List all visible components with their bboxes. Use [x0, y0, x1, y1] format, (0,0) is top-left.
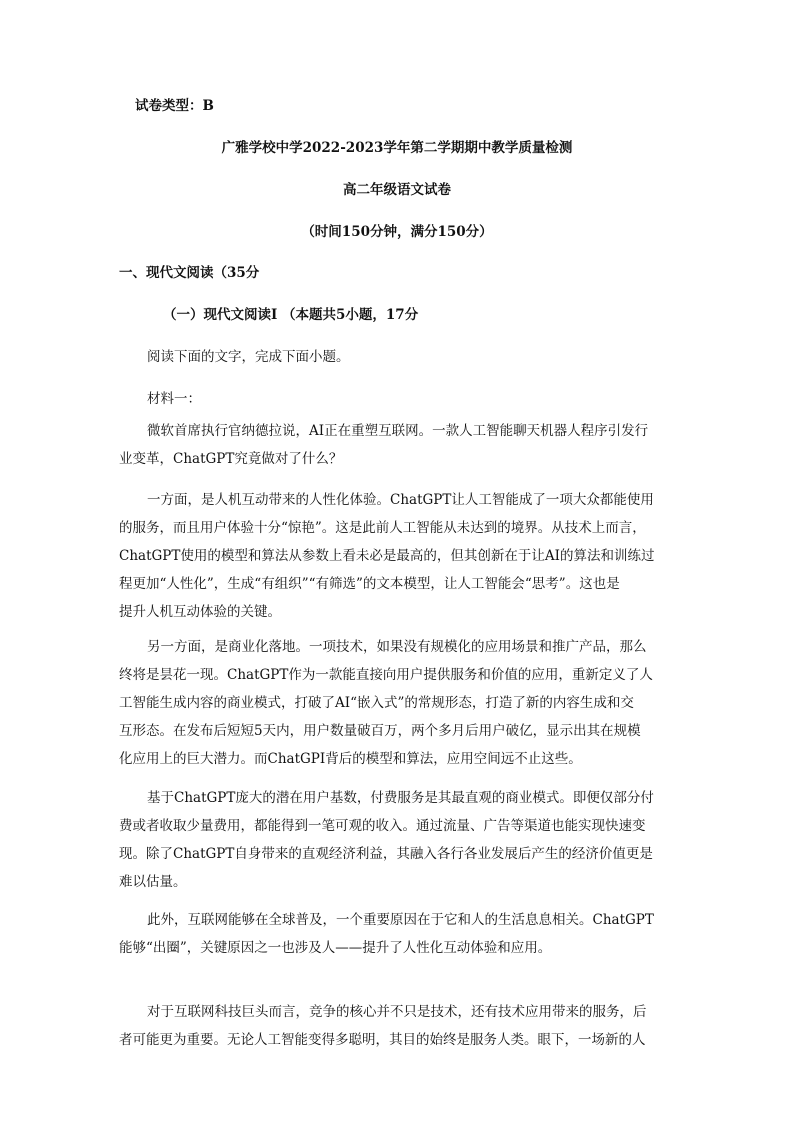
paragraph-line: 对于互联网科技巨头而言，竞争的核心并不只是技术，还有技术应用带来的服务，后	[147, 1004, 647, 1020]
paragraph-line: 一方面，是人机互动带来的人性化体验。ChatGPT让人工智能成了一项大众都能使用	[147, 492, 654, 508]
paragraph-1	[119, 417, 675, 473]
paragraph-line: 互形态。在发布后短短5天内，用户数量破百万，两个多月后用户破亿，显示出其在规模	[119, 723, 641, 739]
paragraph-line: 提升人机互动体验的关键。	[119, 604, 281, 620]
paragraph-line: 程更加“人性化”，生成“有组织”“有筛选”的文本模型，让人工智能会“思考”。这也是	[119, 576, 620, 592]
paragraph-6	[119, 998, 675, 1054]
paragraph-line: 终将是昙花一现。ChatGPT作为一款能直接向用户提供服务和价值的应用，重新定义了人	[119, 667, 653, 683]
sub-section-heading: （一）现代文阅读Ⅰ （本题共5小题，17分	[163, 307, 419, 323]
paragraph-3	[119, 633, 675, 773]
paragraph-4	[119, 784, 675, 896]
paragraph-2	[119, 486, 675, 626]
section-heading: 一、现代文阅读（35分	[119, 265, 260, 281]
paragraph-line: 的服务，而且用户体验十分“惊艳”。这是此前人工智能从未达到的境界。从技术上而言，	[119, 520, 646, 536]
exam-time-note: （时间150分钟，满分150分）	[301, 224, 493, 240]
school-exam-title: 广雅学校中学2022-2023学年第二学期期中教学质量检测	[221, 140, 573, 156]
paragraph-line: 者可能更为重要。无论人工智能变得多聪明，其目的始终是服务人类。眼下，一场新的人	[119, 1032, 646, 1048]
paragraph-line: 工智能生成内容的商业模式，打破了AI“嵌入式”的常规形态，打造了新的内容生成和交	[119, 695, 634, 711]
material-label: 材料一：	[147, 391, 201, 407]
paper-type-label: 试卷类型：B	[135, 98, 214, 114]
paragraph-line: 能够“出圈”，关键原因之一也涉及人——提升了人性化互动体验和应用。	[119, 940, 552, 956]
paragraph-line: 费或者收取少量费用，都能得到一笔可观的收入。通过流量、广告等渠道也能实现快速变	[119, 818, 646, 834]
reading-instruction: 阅读下面的文字，完成下面小题。	[147, 349, 350, 365]
paragraph-line: 微软首席执行官纳德拉说，AI正在重塑互联网。一款人工智能聊天机器人程序引发行	[147, 423, 649, 439]
paragraph-line: 另一方面，是商业化落地。一项技术，如果没有规模化的应用场景和推广产品，那么	[147, 639, 647, 655]
paragraph-line: 化应用上的巨大潜力。而ChatGPI背后的模型和算法，应用空间远不止这些。	[119, 751, 582, 767]
paragraph-line: 业变革，ChatGPT究竟做对了什么？	[119, 451, 343, 467]
paragraph-line: ChatGPT使用的模型和算法从参数上看未必是最高的，但其创新在于让AI的算法和训练过	[119, 548, 655, 564]
subject-title: 高二年级语文试卷	[343, 182, 451, 198]
paragraph-5	[119, 906, 675, 962]
paragraph-line: 现。除了ChatGPT自身带来的直观经济利益，其融入各行各业发展后产生的经济价值更是	[119, 846, 653, 862]
paragraph-line: 基于ChatGPT庞大的潜在用户基数，付费服务是其最直观的商业模式。即便仅部分付	[147, 790, 654, 806]
paragraph-line: 难以估量。	[119, 874, 187, 890]
paragraph-line: 此外，互联网能够在全球普及，一个重要原因在于它和人的生活息息相关。ChatGPT	[147, 912, 654, 928]
